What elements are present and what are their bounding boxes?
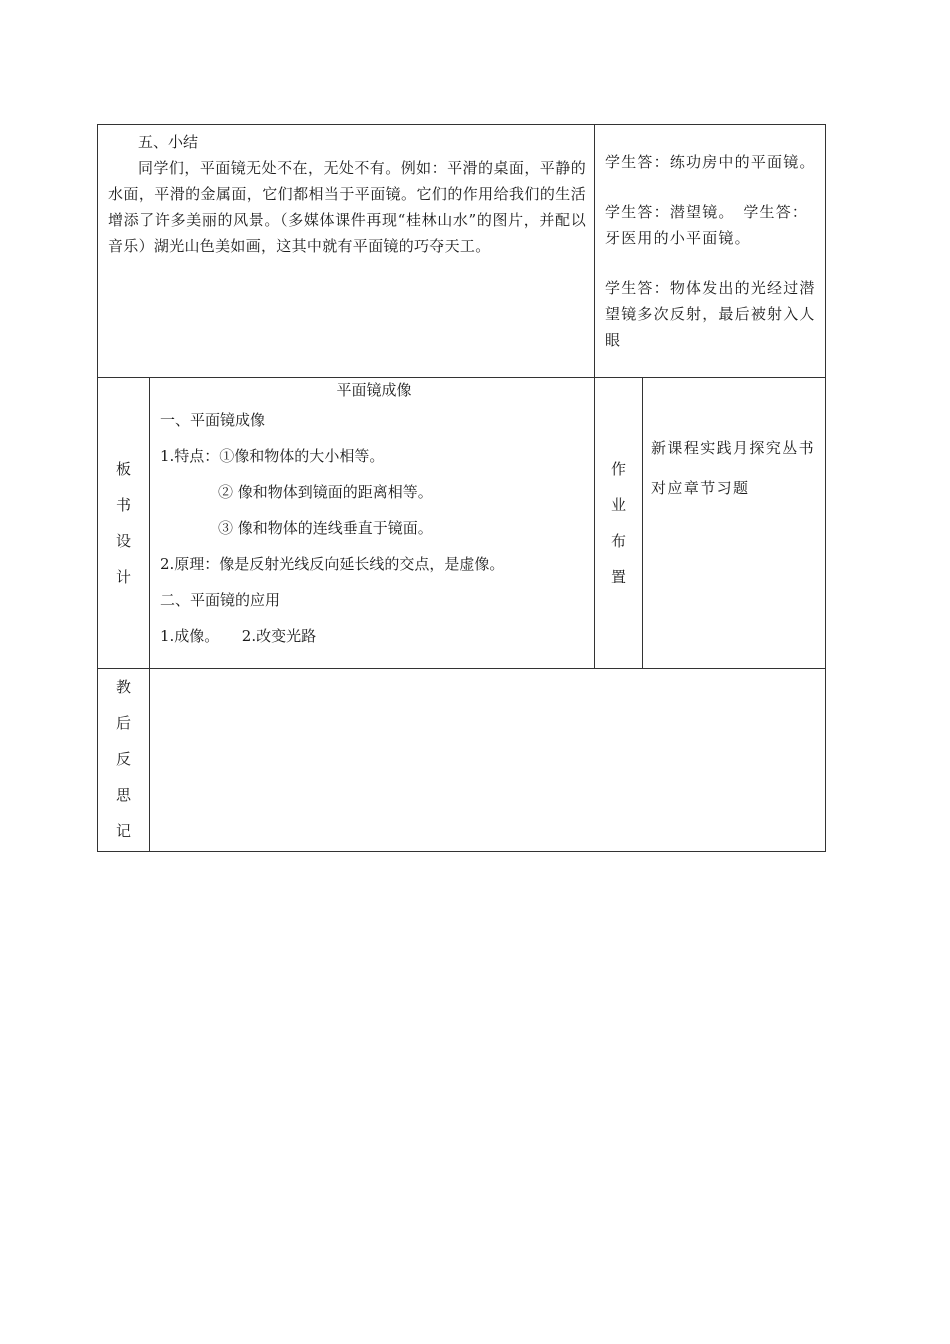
board-line: 一、平面镜成像: [160, 411, 266, 429]
student-answers-cell: [595, 125, 826, 378]
student-answer: 学生答：潜望镜。 学生答：牙医用的小平面镜。: [605, 203, 809, 247]
board-design-row: [98, 378, 826, 669]
homework-content: 新课程实践月探究丛书对应章节习题: [643, 378, 826, 669]
label-char: 布: [611, 532, 627, 550]
board-line: 2.原理：像是反射光线反向延长线的交点，是虚像。: [160, 555, 505, 573]
label-char: 书: [115, 496, 131, 514]
label-char: 反: [115, 750, 131, 768]
label-char: 板: [115, 460, 131, 478]
summary-row: [98, 125, 826, 378]
summary-body: 同学们，平面镜无处不在，无处不有。例如：平滑的桌面，平静的水面，平滑的金属面，它们都相当于平面镜。它们的作用给我们的生活增添了许多美丽的风景。（多媒体课件再现“桂林山水”的图片，并配以音乐）湖光山色美如画，这其中就有平面镜的巧夺天工。: [108, 159, 587, 255]
reflection-content: [150, 669, 826, 852]
label-char: 教: [115, 678, 131, 696]
lesson-plan-table: [97, 124, 826, 852]
label-char: 思: [115, 786, 131, 804]
reflection-row: [98, 669, 826, 852]
label-char: 后: [115, 714, 131, 732]
label-char: 设: [115, 532, 131, 550]
label-char: 业: [611, 496, 627, 514]
board-line: ② 像和物体到镜面的距离相等。: [218, 483, 433, 501]
board-line: 二、平面镜的应用: [160, 591, 281, 609]
label-char: 置: [611, 568, 627, 586]
summary-heading: 五、小结: [138, 133, 199, 151]
homework-label: [595, 378, 643, 669]
board-title: 平面镜成像: [336, 381, 412, 399]
label-char: 作: [611, 460, 627, 478]
board-line: 1.特点：①像和物体的大小相等。: [160, 447, 385, 465]
board-line: 1.成像。 2.改变光路: [160, 627, 317, 645]
student-answer: 学生答：物体发出的光经过潜望镜多次反射，最后被射入人眼: [605, 279, 816, 349]
reflection-label: [98, 669, 150, 852]
lesson-plan-page: [97, 124, 825, 852]
board-line: ③ 像和物体的连线垂直于镜面。: [218, 519, 433, 537]
label-char: 记: [115, 822, 131, 840]
student-answer: 学生答：练功房中的平面镜。: [605, 153, 816, 171]
board-design-label: [98, 378, 150, 669]
board-design-content: [150, 378, 595, 669]
label-char: 计: [115, 568, 131, 586]
summary-cell: [98, 125, 595, 378]
